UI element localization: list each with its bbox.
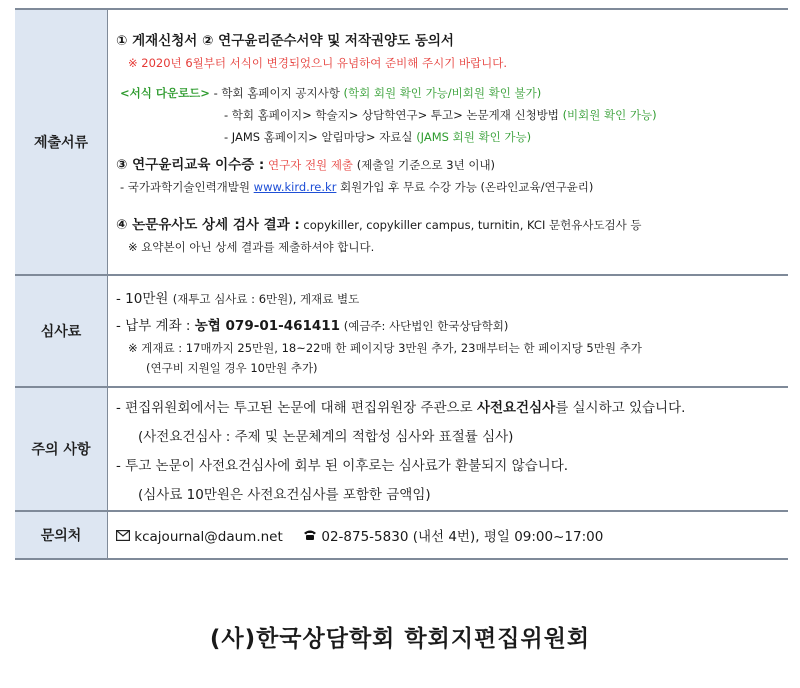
forms-line-1 bbox=[116, 85, 788, 101]
caution-line-4: (심사료 10만원은 사전요건심사를 포함한 금액임) bbox=[138, 486, 431, 503]
forms-path-3: - JAMS 홈페이지> 알림마당> 자료실 bbox=[224, 130, 417, 144]
item4-note: ※ 요약본이 아닌 상세 결과를 제출하셔야 합니다. bbox=[128, 240, 375, 254]
contact-content bbox=[108, 511, 789, 559]
fee-note-2: (연구비 지원일 경우 10만원 추가) bbox=[146, 360, 318, 375]
contact-email[interactable]: kcajournal@daum.net bbox=[134, 529, 283, 545]
item4-title: ④ 논문유사도 상세 검사 결과 : bbox=[116, 217, 300, 233]
caution-label: 주의 사항 bbox=[15, 387, 108, 511]
fee-label: 심사료 bbox=[15, 275, 108, 387]
item3-sub-pre: - 국가과학기술인력개발원 bbox=[120, 180, 254, 194]
caution-row bbox=[15, 387, 788, 511]
contact-label: 문의처 bbox=[15, 511, 108, 559]
item4-tail: copykiller, copykiller campus, turnitin, KCI 문헌유사도검사 등 bbox=[299, 218, 642, 232]
caution-line-1 bbox=[116, 396, 788, 416]
contact-row bbox=[15, 511, 788, 559]
forms-note-1: (학회 회원 확인 가능/비회원 확인 불가) bbox=[343, 86, 542, 100]
forms-label: <서식 다운로드> bbox=[120, 86, 210, 100]
kird-link[interactable]: www.kird.re.kr bbox=[253, 180, 337, 194]
documents-item4 bbox=[116, 213, 788, 233]
fee-row bbox=[15, 275, 788, 387]
contact-line bbox=[116, 525, 788, 545]
caution-line-1a: - 편집위원회에서는 투고된 논문에 대해 편집위원장 주관으로 bbox=[116, 399, 477, 416]
caution-content bbox=[108, 387, 789, 511]
forms-line-3 bbox=[116, 129, 788, 145]
documents-row bbox=[15, 9, 788, 275]
forms-note-3: (JAMS 회원 확인 가능) bbox=[416, 130, 532, 144]
documents-item1: ① 게재신청서 ② 연구윤리준수서약 및 저작권양도 동의서 bbox=[116, 33, 454, 49]
contact-phone: 02-875-5830 (내선 4번), 평일 09:00~17:00 bbox=[321, 529, 604, 545]
documents-notice: ※ 2020년 6월부터 서식이 변경되었으니 유념하여 준비해 주시기 바랍니다. bbox=[128, 56, 508, 70]
fee-content bbox=[108, 275, 789, 387]
fee-line-1 bbox=[116, 287, 788, 307]
item3-title: ③ 연구윤리교육 이수증 : bbox=[116, 157, 265, 173]
item3-sub-post: 회원가입 후 무료 수강 가능 (온라인교육/연구윤리) bbox=[336, 180, 594, 194]
caution-line-2: (사전요건심사 : 주제 및 논문체계의 적합성 심사와 표절률 심사) bbox=[138, 428, 514, 445]
envelope-icon bbox=[116, 529, 130, 545]
fee-account-label: - 납부 계좌 : bbox=[116, 317, 195, 334]
fee-line-2 bbox=[116, 314, 788, 334]
fee-publication: , 게재료 별도 bbox=[292, 291, 360, 306]
forms-line-2 bbox=[116, 107, 788, 123]
item3-tail: (제출일 기준으로 3년 이내) bbox=[353, 158, 496, 172]
item3-red: 연구자 전원 제출 bbox=[264, 158, 354, 172]
documents-content bbox=[108, 9, 789, 275]
fee-amount: - 10만원 bbox=[116, 290, 173, 307]
forms-path-1: - 학회 홈페이지 공지사항 bbox=[209, 86, 344, 100]
fee-note-1: ※ 게재료 : 17매까지 25만원, 18~22매 한 페이지당 3만원 추가, 23매부터는 한 페이지당 5만원 추가 bbox=[128, 340, 642, 355]
forms-path-2: - 학회 홈페이지> 학술지> 상담학연구> 투고> 논문게재 신청방법 bbox=[224, 108, 563, 122]
documents-label: 제출서류 bbox=[15, 9, 108, 275]
submission-info-table bbox=[15, 8, 788, 560]
fee-resubmit: (재투고 심사료 : 6만원) bbox=[172, 291, 293, 306]
caution-precheck: 사전요건심사 bbox=[476, 399, 556, 416]
caution-line-1c: 를 실시하고 있습니다. bbox=[555, 399, 686, 416]
fee-account: 농협 079-01-461411 bbox=[194, 317, 341, 334]
forms-note-2: (비회원 확인 가능) bbox=[562, 108, 657, 122]
caution-line-3: - 투고 논문이 사전요건심사에 회부 된 이후로는 심사료가 환불되지 않습니다. bbox=[116, 457, 569, 474]
footer-title: (사)한국상담학회 학회지편집위원회 bbox=[209, 626, 591, 652]
documents-item3 bbox=[116, 153, 788, 173]
item3-sub bbox=[116, 179, 788, 195]
fee-holder: (예금주: 사단법인 한국상담학회) bbox=[340, 318, 509, 333]
telephone-icon bbox=[303, 529, 317, 545]
